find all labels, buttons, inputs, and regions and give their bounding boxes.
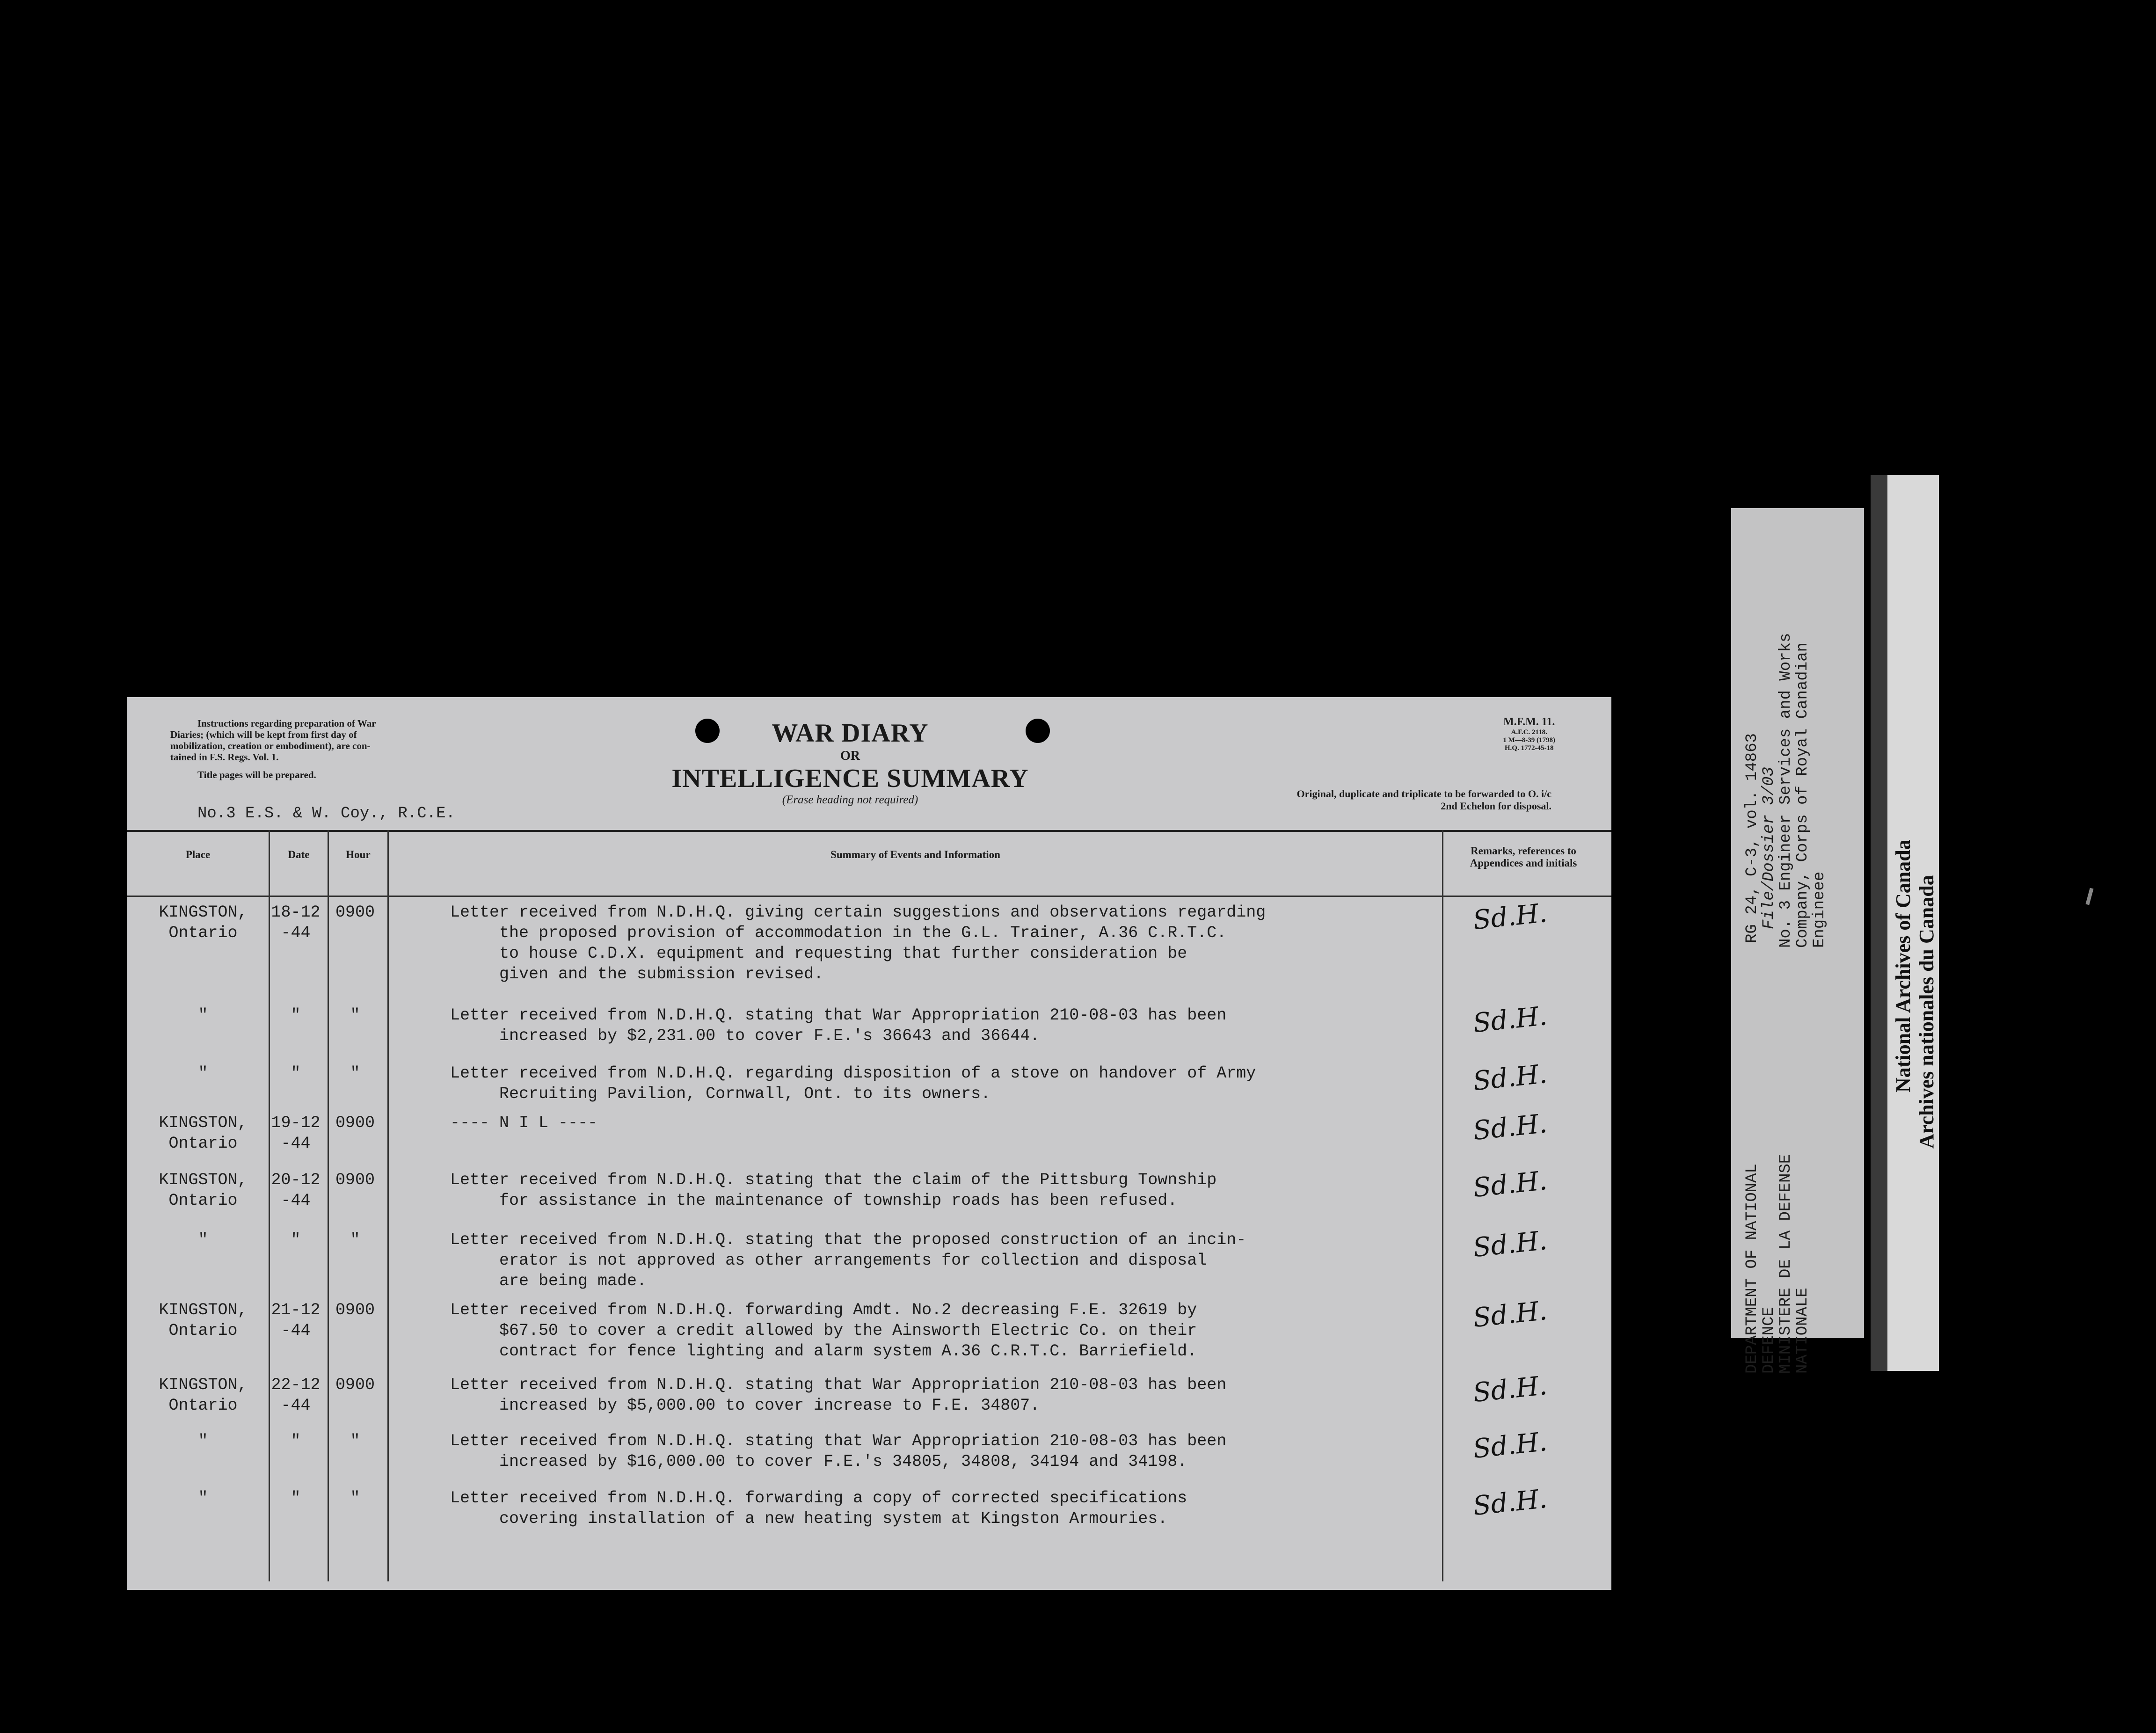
entry-initials: Sd.H. [1471,1295,1549,1334]
entry-place: KINGSTON, Ontario [159,1301,248,1340]
column-header-date: Date [288,849,310,860]
entry-place: " [198,1432,208,1450]
entry-place: " [198,1231,208,1249]
entry-date: " [291,1064,301,1083]
forward-note: Original, duplicate and triplicate to be forwarded to O. i/c 2nd Echelon for disposal. [1297,788,1551,812]
entry-hour: " [350,1006,360,1025]
reference-line: RG 24, C-3, vol. 14863 [1743,733,1761,943]
reference-line: Engineee [1811,871,1828,948]
form-ref: A.F.C. 2118. [1511,728,1547,736]
title-note: (Erase heading not required) [782,794,918,806]
entry-hour: 0900 [335,1171,375,1189]
diary-entries [127,697,1611,1590]
instructions-line: mobilization, creation or embodiment), are con- [170,740,371,751]
war-diary-sheet [127,697,1611,1590]
entry-initials: Sd.H. [1471,1370,1549,1409]
entry-date: 21-12 -44 [271,1301,320,1340]
entry-place: " [198,1006,208,1025]
column-header-hour: Hour [346,849,371,860]
column-header-place: Place [185,849,211,860]
entry-hour: 0900 [335,903,375,922]
entry-initials: Sd.H. [1471,897,1549,936]
instructions-line: tained in F.S. Regs. Vol. 1. [170,751,279,763]
entry-place: " [198,1064,208,1083]
form-ref: H.Q. 1772-45-18 [1504,744,1554,752]
entry-initials: Sd.H. [1471,1225,1549,1264]
reference-line: File/Dossier 3/03 [1760,767,1778,929]
entry-place: KINGSTON, Ontario [159,1114,248,1153]
title-or: OR [840,749,860,763]
entry-summary: ---- N I L ---- [450,1114,598,1132]
instructions-line: Diaries; (which will be kept from first day of [170,729,357,740]
reference-line: No. 3 Engineer Services and Works [1777,633,1795,948]
entry-date: " [291,1231,301,1249]
title-pages-note: Title pages will be prepared. [197,769,316,780]
archives-label-en: National Archives of Canada [1892,839,1915,1092]
entry-place: KINGSTON, Ontario [159,903,248,942]
entry-date: 19-12 -44 [271,1114,320,1153]
entry-hour: " [350,1064,360,1083]
unit-name: No.3 E.S. & W. Coy., R.C.E. [197,805,455,823]
entry-initials: Sd.H. [1471,1108,1549,1147]
entry-date: " [291,1489,301,1507]
entry-hour: 0900 [335,1301,375,1319]
reference-line: Company, Corps of Royal Canadian [1794,642,1812,948]
title-intelligence-summary: INTELLIGENCE SUMMARY [671,764,1029,793]
entry-summary: Letter received from N.D.H.Q. forwarding a copy of corrected specifications covering installation of a new heating system at Kingston Armouries. [450,1489,1187,1528]
entry-date: " [291,1006,301,1025]
entry-place: KINGSTON, Ontario [159,1376,248,1415]
entry-initials: Sd.H. [1471,1000,1549,1039]
entry-summary: Letter received from N.D.H.Q. stating that the claim of the Pittsburg Township for assistance in the maintenance of township roads has been refused. [450,1171,1217,1210]
entry-summary: Letter received from N.D.H.Q. stating that War Appropriation 210-08-03 has been increased by $2,231.00 to cover F.E.'s 36643 and 36644. [450,1006,1227,1045]
entry-place: KINGSTON, Ontario [159,1171,248,1210]
department-line: DEFENCE [1760,1307,1778,1374]
entry-initials: Sd.H. [1471,1165,1549,1204]
entry-hour: " [350,1489,360,1507]
entry-hour: " [350,1432,360,1450]
column-header-summary: Summary of Events and Information [830,849,1000,860]
entry-initials: Sd.H. [1471,1058,1549,1097]
entry-summary: Letter received from N.D.H.Q. stating that the proposed construction of an incin- erator is not approved as other arrangements for collection and disposal are being made. [450,1231,1246,1290]
reference-strip [1731,508,1864,1374]
archives-label-strip [1871,475,1939,1371]
stray-mark [2085,888,2093,905]
entry-date: " [291,1432,301,1450]
column-header-remarks: Remarks, references to Appendices and initials [1470,845,1577,869]
department-line: NATIONALE [1794,1288,1812,1374]
entry-date: 22-12 -44 [271,1376,320,1415]
label-dark-band [1871,475,1887,1371]
entry-date: 18-12 -44 [271,903,320,942]
instructions-line: Instructions regarding preparation of War [197,718,376,729]
entry-initials: Sd.H. [1471,1426,1549,1465]
entry-summary: Letter received from N.D.H.Q. forwarding Amdt. No.2 decreasing F.E. 32619 by $67.50 to cover a credit allowed by the Ainsworth Electric Co. on their contract for fence lighting and alarm system A.36 C.R.T.C. Barriefield. [450,1301,1197,1361]
entry-initials: Sd.H. [1471,1483,1549,1522]
form-ref: 1 M—8-39 (1798) [1503,736,1555,744]
entry-hour: " [350,1231,360,1249]
entry-place: " [198,1489,208,1507]
title-war-diary: WAR DIARY [772,719,929,748]
entry-summary: Letter received from N.D.H.Q. regarding disposition of a stove on handover of Army Recruiting Pavilion, Cornwall, Ont. to its owners. [450,1064,1256,1103]
archives-label-fr: Archives nationales du Canada [1915,875,1938,1149]
entry-summary: Letter received from N.D.H.Q. giving certain suggestions and observations regarding the proposed provision of accommodation in the G.L. Trainer, A.36 C.R.T.C. to house C.D.X. equipment and requesting that further consideration be given and the submission revised. [450,903,1266,983]
entry-hour: 0900 [335,1376,375,1394]
entry-date: 20-12 -44 [271,1171,320,1210]
department-line: DEPARTMENT OF NATIONAL [1743,1164,1761,1374]
entry-summary: Letter received from N.D.H.Q. stating that War Appropriation 210-08-03 has been increased by $16,000.00 to cover F.E.'s 34805, 34808, 34194 and 34198. [450,1432,1227,1471]
form-code: M.F.M. 11. [1503,716,1555,728]
department-line: MINISTERE DE LA DEFENSE [1777,1154,1795,1374]
entry-summary: Letter received from N.D.H.Q. stating that War Appropriation 210-08-03 has been increased by $5,000.00 to cover increase to F.E. 34807. [450,1376,1227,1415]
entry-hour: 0900 [335,1114,375,1132]
